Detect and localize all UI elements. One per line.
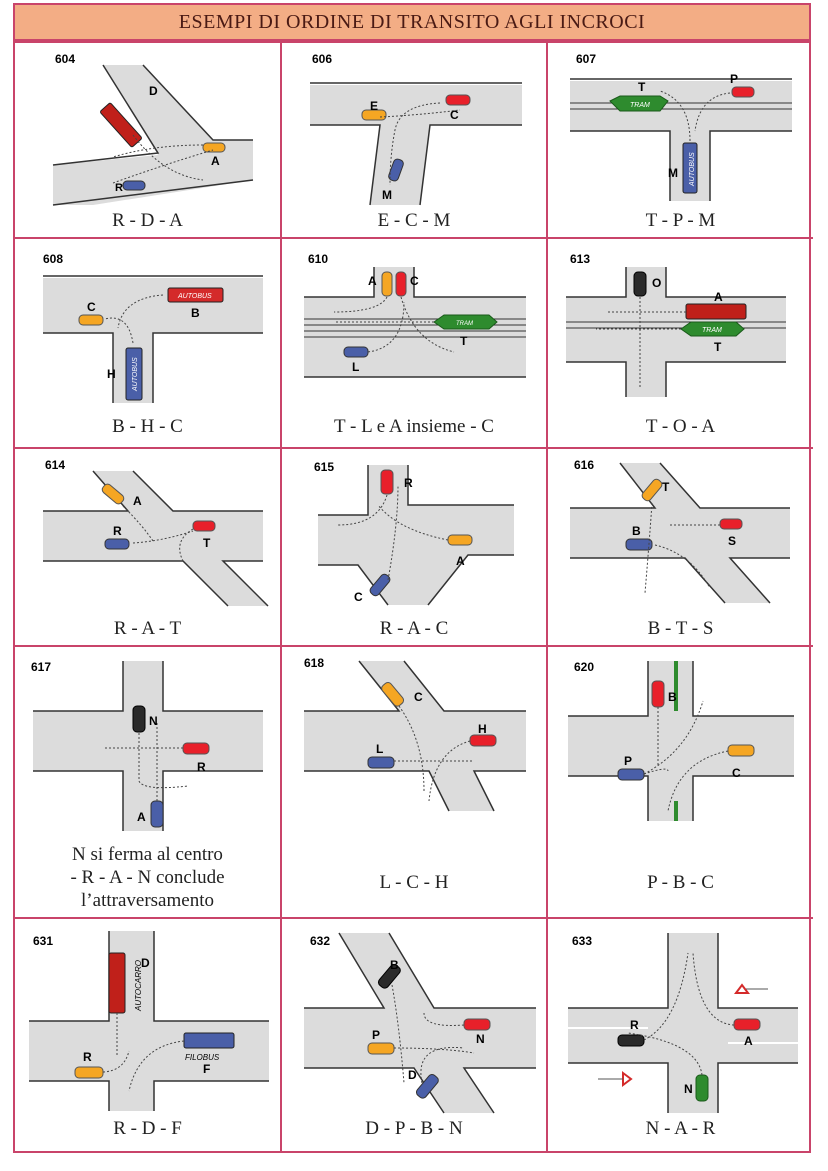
vehicle-label: L [376,742,384,756]
examples-grid [13,41,811,1153]
vehicle-label: R [630,1018,639,1032]
vehicle-label: R [113,524,122,538]
vehicle-label: C [410,274,419,288]
example-number: 608 [43,252,64,266]
vehicle-label: C [450,108,459,122]
vehicle-text: AUTOBUS [132,357,139,391]
example-604 [15,43,282,239]
vehicle-label: T [203,536,211,550]
example-caption: R - A - C [379,618,449,639]
intersection-diagram-604 [53,65,253,205]
vehicle-label: B [668,690,677,704]
vehicle-label: R [83,1050,92,1064]
intersection-diagram-632 [304,933,536,1113]
vehicle-label: T [638,80,646,94]
intersection-diagram-613 [566,267,786,397]
vehicle-label: A [211,154,220,168]
example-caption-line: l’attraversamento [81,890,214,911]
intersection-diagram-608 [43,273,263,403]
example-caption: T - L e A insieme - C [334,416,494,437]
vehicle-label: R [115,182,123,194]
example-number: 614 [45,458,66,472]
vehicle-text: AUTOBUS [689,152,696,186]
example-number: 618 [304,656,325,670]
example-number: 616 [574,458,595,472]
example-610 [282,239,548,449]
vehicle-label: O [652,276,662,290]
vehicle-label: B [191,306,200,320]
vehicle-text: AUTOCARRO [134,960,143,1011]
example-number: 610 [308,252,329,266]
example-608 [15,239,282,449]
vehicle-label: N [684,1082,693,1096]
example-caption: R - D - F [113,1118,182,1139]
vehicle-label: C [354,590,363,604]
vehicle-label: S [728,534,737,548]
vehicle-label: T [714,340,722,354]
vehicle-text: TRAM [630,102,650,109]
vehicle-label: D [408,1068,417,1082]
example-number: 632 [310,934,331,948]
example-615 [282,449,548,647]
example-number: 604 [55,52,76,66]
vehicle-text: AUTOBUS [178,293,212,300]
intersection-diagram-616 [570,463,790,603]
vehicle-label: A [368,274,377,288]
example-618 [282,647,548,919]
example-caption: P - B - C [647,872,714,893]
example-caption: R - D - A [112,210,183,231]
example-caption: B - H - C [112,416,183,437]
vehicle-label: T [460,334,468,348]
intersection-diagram-617 [33,661,263,831]
vehicle-label: M [382,188,392,202]
example-caption: T - P - M [645,210,716,231]
vehicle-text: FILOBUS [185,1053,220,1062]
intersection-diagram-618 [304,661,526,811]
vehicle-label: L [352,360,360,374]
example-607 [548,43,813,239]
example-caption: R - A - T [113,618,182,639]
vehicle-label: M [668,166,678,180]
example-number: 613 [570,252,591,266]
intersection-diagram-606 [310,75,522,205]
example-number: 617 [31,660,52,674]
vehicle-label: P [730,72,739,86]
intersection-diagram-615 [318,465,514,605]
vehicle-label: F [203,1062,211,1076]
vehicle-label: P [372,1028,381,1042]
vehicle-label: A [137,810,146,824]
page-title: ESEMPI DI ORDINE DI TRANSITO AGLI INCROCI [13,3,811,41]
example-caption: D - P - B - N [365,1118,463,1139]
vehicle-label: A [744,1034,753,1048]
example-633 [548,919,813,1151]
example-caption: E - C - M [377,210,451,231]
example-620 [548,647,813,919]
example-caption: B - T - S [647,618,714,639]
example-631 [15,919,282,1151]
vehicle-label: H [478,722,487,736]
vehicle-text: TRAM [702,327,722,334]
intersection-diagram-633 [568,933,798,1113]
example-606 [282,43,548,239]
intersection-diagram-610 [304,267,526,377]
vehicle-label: B [632,524,641,538]
example-632 [282,919,548,1151]
example-number: 606 [312,52,333,66]
vehicle-label: T [662,480,670,494]
example-number: 607 [576,52,597,66]
vehicle-label: E [370,99,379,113]
vehicle-label: C [414,690,423,704]
example-617 [15,647,282,919]
vehicle-label: A [714,290,723,304]
example-caption-line: N si ferma al centro [72,844,223,865]
vehicle-label: B [390,958,399,972]
example-616 [548,449,813,647]
vehicle-label: C [732,766,741,780]
vehicle-text: TRAM [456,321,473,327]
vehicle-label: A [133,494,142,508]
vehicle-label: D [149,84,158,98]
vehicle-label: R [404,476,413,490]
intersection-diagram-614 [43,471,263,606]
intersection-diagram-607 [570,71,792,201]
vehicle-label: R [197,760,206,774]
example-614 [15,449,282,647]
vehicle-label: N [149,714,158,728]
vehicle-label: C [87,300,96,314]
example-caption: N - A - R [645,1118,716,1139]
example-number: 633 [572,934,593,948]
vehicle-label: H [107,367,116,381]
intersection-diagram-631 [29,931,269,1111]
vehicle-label: A [456,554,465,568]
intersection-diagram-620 [568,661,794,821]
example-caption: L - C - H [379,872,449,893]
example-613 [548,239,813,449]
example-number: 620 [574,660,595,674]
vehicle-label: D [141,956,150,970]
vehicle-label: N [476,1032,485,1046]
example-number: 631 [33,934,54,948]
example-caption-line: - R - A - N conclude [70,867,225,888]
example-caption: T - O - A [645,416,716,437]
vehicle-label: P [624,754,633,768]
example-number: 615 [314,460,335,474]
